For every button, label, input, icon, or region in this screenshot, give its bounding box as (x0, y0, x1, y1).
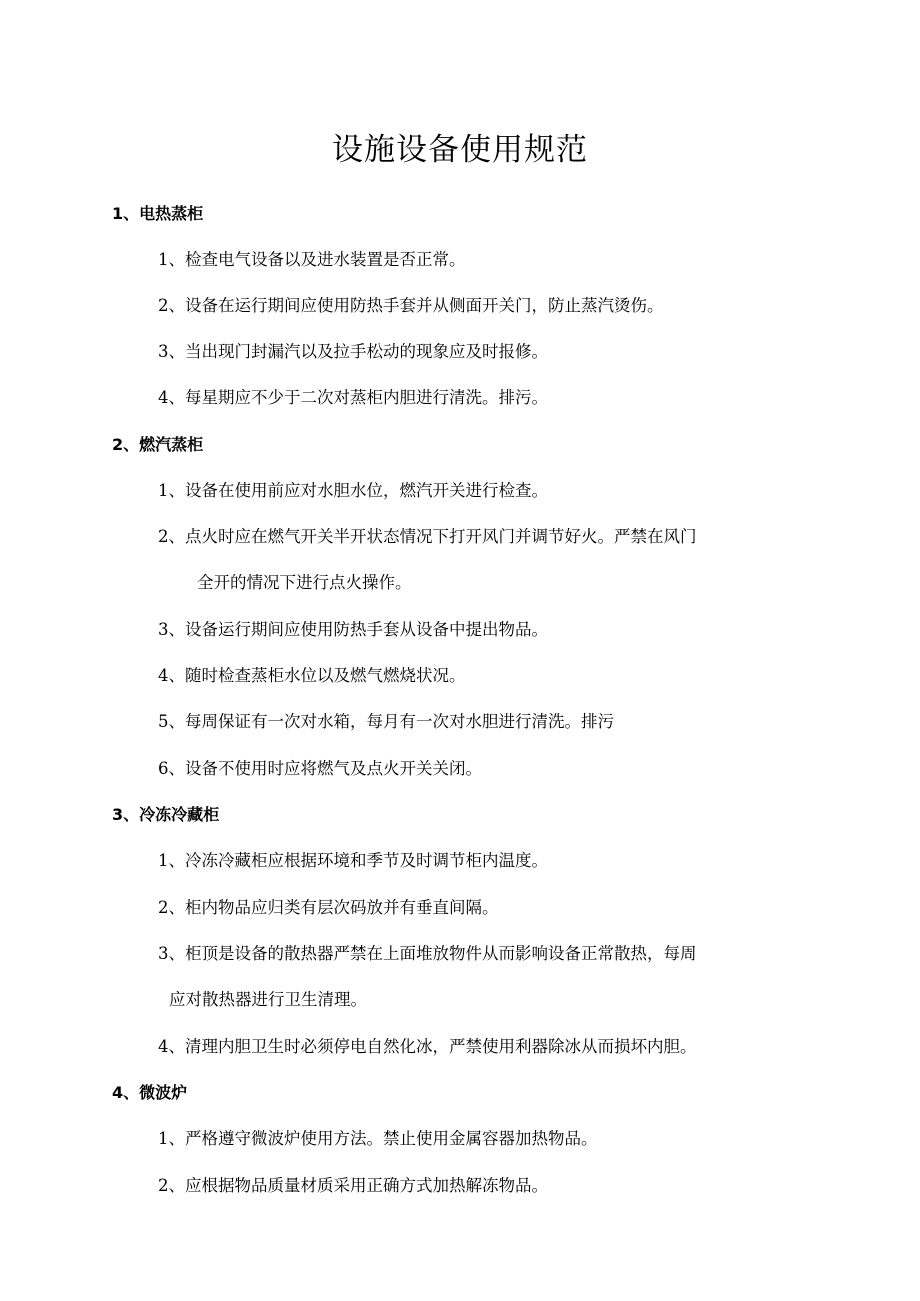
section-heading-gas-steamer: 2、燃汽蒸柜 (112, 435, 204, 454)
list-item: 1、冷冻冷藏柜应根据环境和季节及时调节柜内温度。 (158, 851, 548, 870)
section-heading-electric-steamer: 1、电热蒸柜 (112, 204, 204, 223)
section-heading-microwave: 4、微波炉 (112, 1083, 188, 1102)
page-title: 设施设备使用规范 (332, 132, 588, 168)
list-item: 3、当出现门封漏汽以及拉手松动的现象应及时报修。 (158, 342, 548, 361)
list-item: 1、设备在使用前应对水胆水位，燃汽开关进行检查。 (158, 481, 548, 500)
list-item: 1、严格遵守微波炉使用方法。禁止使用金属容器加热物品。 (158, 1129, 598, 1148)
section-heading-freezer-refrigerator: 3、冷冻冷藏柜 (112, 805, 220, 824)
list-item: 3、设备运行期间应使用防热手套从设备中提出物品。 (158, 620, 548, 639)
list-item: 2、应根据物品质量材质采用正确方式加热解冻物品。 (158, 1176, 548, 1195)
list-item: 6、设备不使用时应将燃气及点火开关关闭。 (158, 759, 482, 778)
list-item: 4、每星期应不少于二次对蒸柜内胆进行清洗。排污。 (158, 388, 548, 407)
list-item: 2、柜内物品应归类有层次码放并有垂直间隔。 (158, 898, 499, 917)
list-item: 3、柜顶是设备的散热器严禁在上面堆放物件从而影响设备正常散热，每周 (158, 944, 697, 963)
list-item: 2、设备在运行期间应使用防热手套并从侧面开关门，防止蒸汽烫伤。 (158, 296, 664, 315)
list-item: 1、检查电气设备以及进水装置是否正常。 (158, 250, 466, 269)
list-item: 4、随时检查蒸柜水位以及燃气燃烧状况。 (158, 666, 466, 685)
list-item: 2、点火时应在燃气开关半开状态情况下打开风门并调节好火。严禁在风门 (158, 527, 697, 546)
list-item-continuation: 应对散热器进行卫生清理。 (169, 990, 367, 1009)
list-item: 5、每周保证有一次对水箱，每月有一次对水胆进行清洗。排污 (158, 712, 614, 731)
list-item-continuation: 全开的情况下进行点火操作。 (197, 573, 412, 592)
list-item: 4、清理内胆卫生时必须停电自然化冰，严禁使用利器除冰从而损坏内胆。 (158, 1037, 697, 1056)
